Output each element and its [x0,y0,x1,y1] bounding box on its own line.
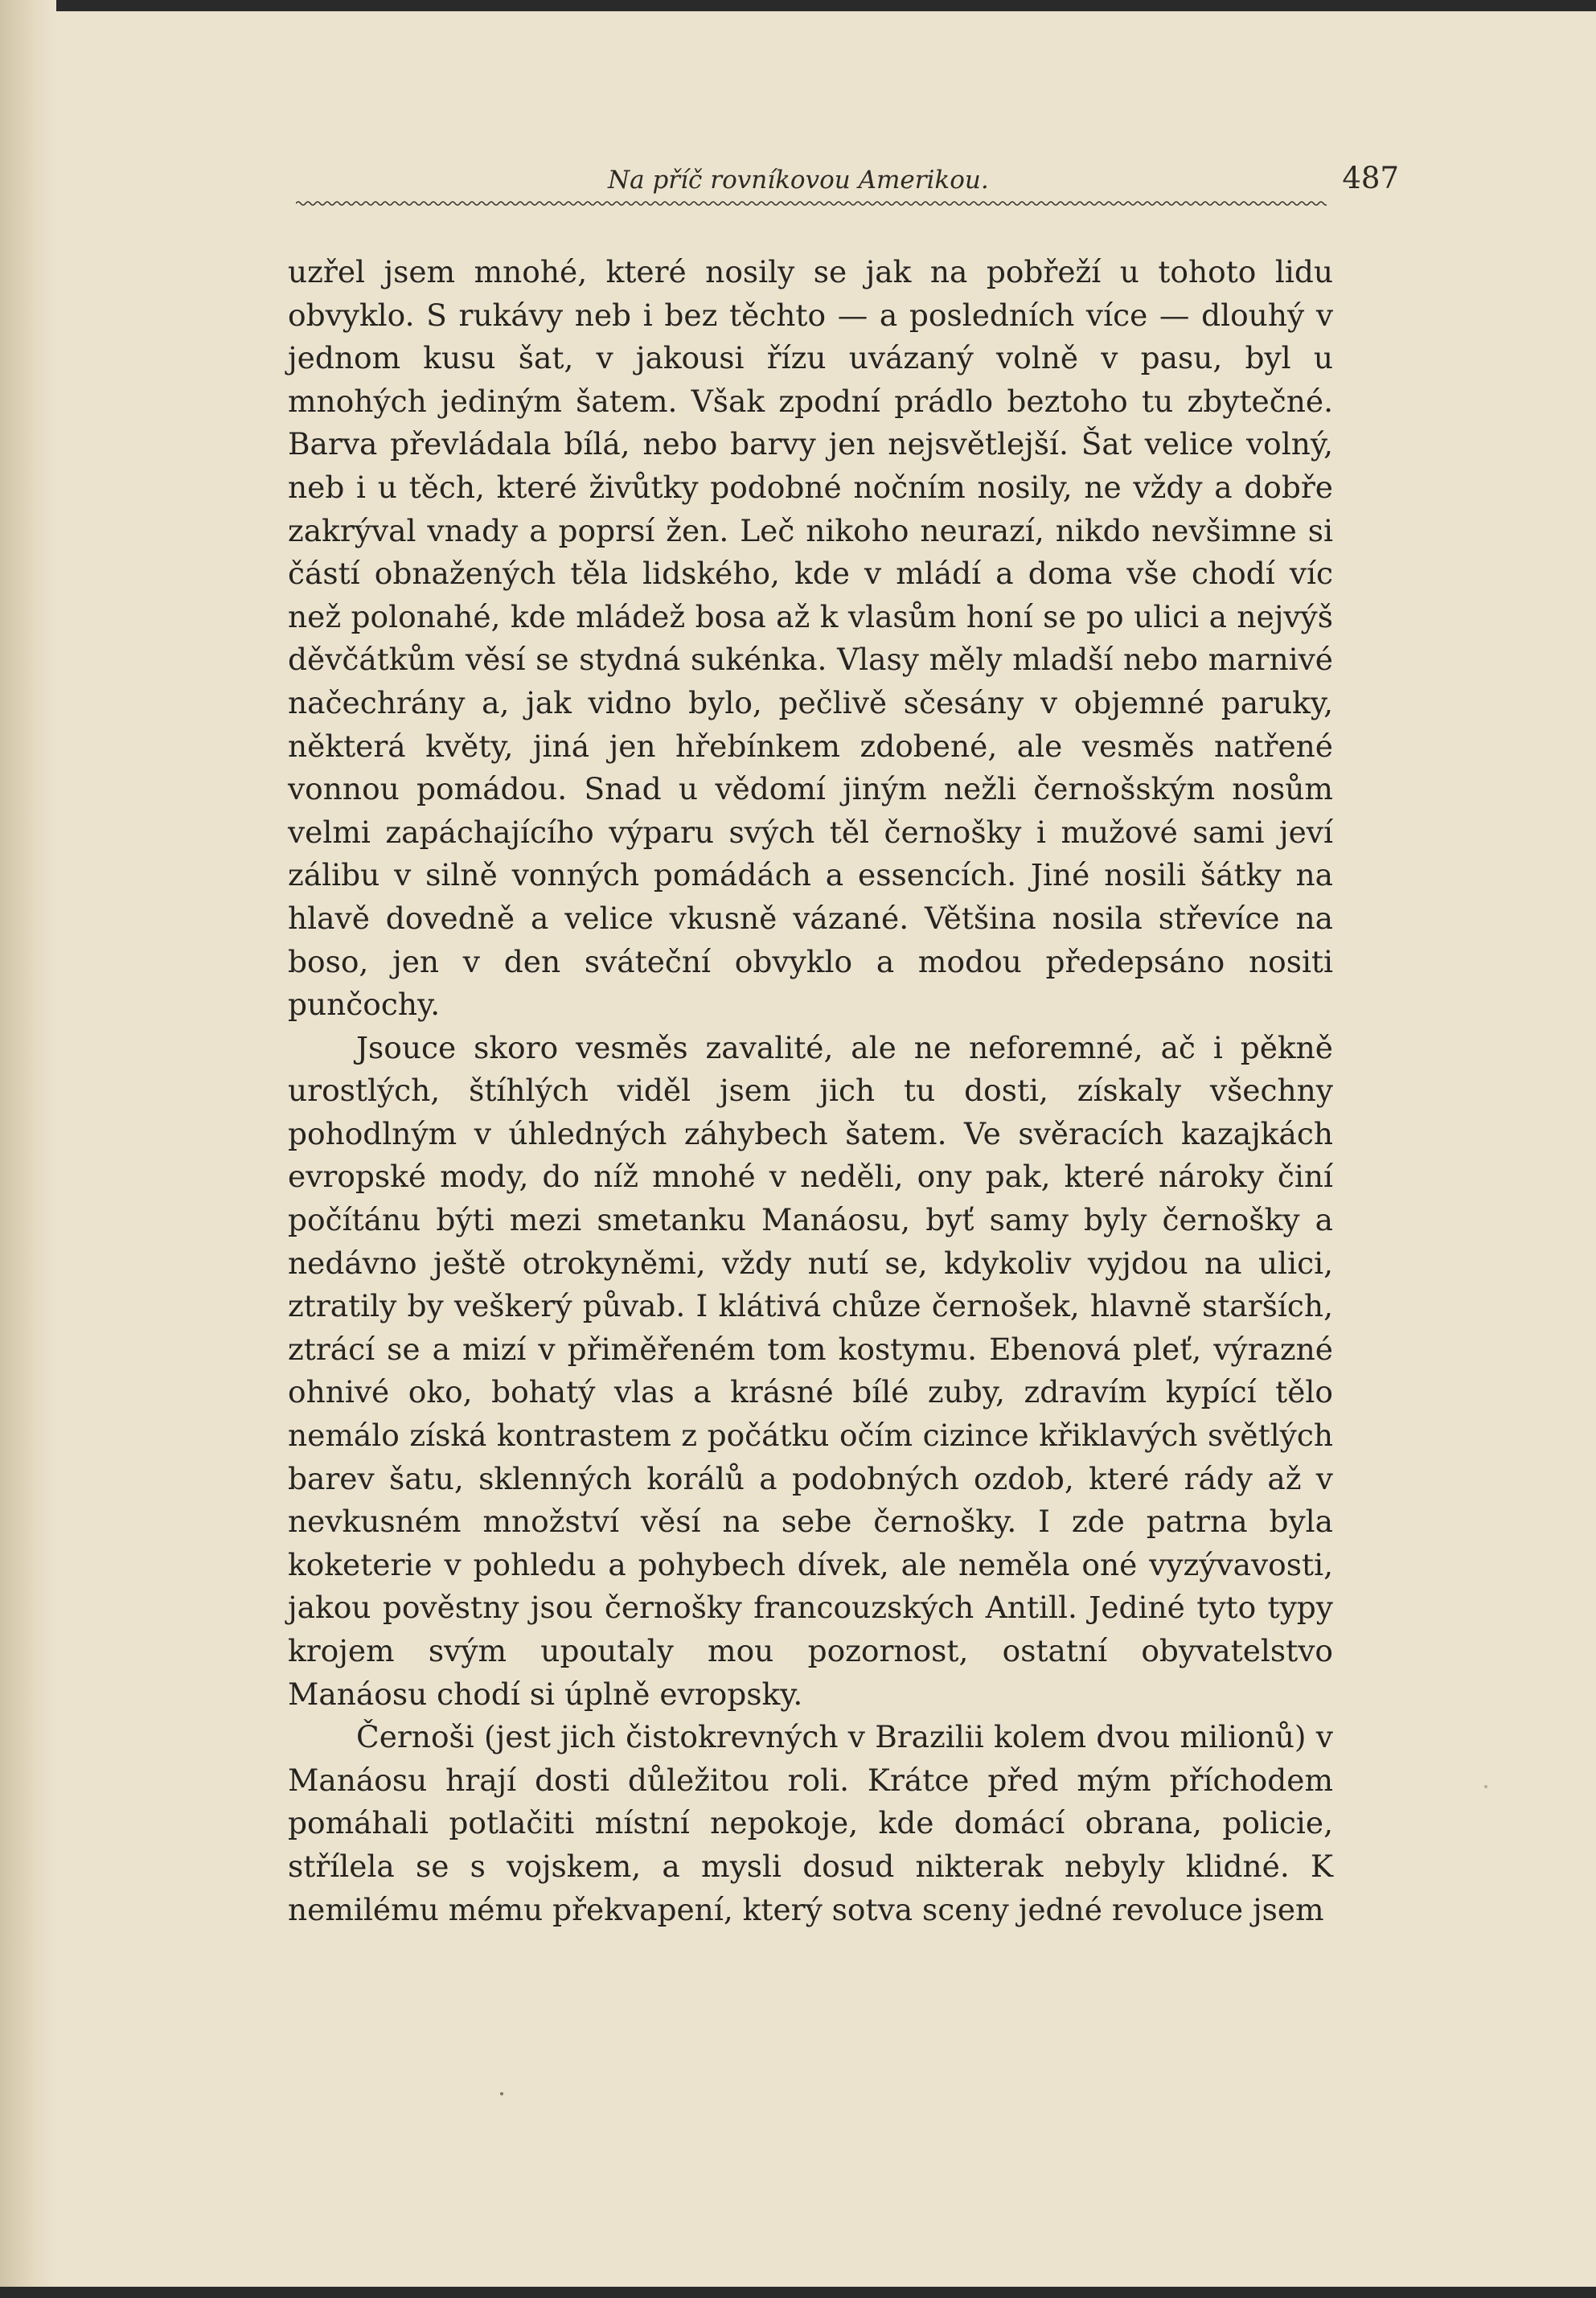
page-header [296,159,1413,215]
paper-speck [1484,1785,1487,1788]
paragraph-3: Černoši (jest jich čistokrevných v Brazilii kolem dvou milionů) v Manáosu hrají dosti důležitou roli. Krátce před mým příchodem pomáhali potlačiti místní nepokoje, kde domácí obrana, policie, střílela se s vojskem, a mysli dosud nikterak nebyly klidné. K nemilému mému překvapení, který sotva sceny jedné revoluce jsem [288,1719,1333,1927]
page-number: 487 [1342,161,1399,195]
binding-shadow [0,0,56,2298]
body-text [288,251,1333,1931]
wavy-rule-ornament [296,198,1327,209]
paragraph-1: uzřel jsem mnohé, které nosily se jak na pobřeží u tohoto lidu obvyklo. S rukávy neb i bez těchto — a posledních více — dlouhý v jednom kusu šat, v jakousi řízu uvázaný volně v pasu, byl u mnohých jediným šatem. Však zpodní prádlo beztoho tu zbytečné. Barva převládala bílá, nebo barvy jen nejsvětlejší. Šat velice volný, neb i u těch, které živůtky podobné nočním nosily, ne vždy a dobře zakrýval vnady a poprsí žen. Leč nikoho neurazí, nikdo nevšimne si částí obnažených těla lidského, kde v mládí a doma vše chodí víc než polonahé, kde mládež bosa až k vlasům honí se po ulici a nejvýš děvčátkům věsí se stydná sukénka. Vlasy měly mladší nebo marnivé načechrány a, jak vidno bylo, pečlivě sčesány v objemné paruky, některá květy, jiná jen hřebínkem zdobené, ale vesměs natřené vonnou pomádou. Snad u vědomí jiným nežli černošským nosům velmi zapáchajícího výparu svých těl černošky i mužové sami jeví zálibu v silně vonných pomádách a essencích. Jiné nosili šátky na hlavě dovedně a velice vkusně vázané. Většina nosila střevíce na boso, jen v den sváteční obvyklo a modou předepsáno nositi punčochy. [288,254,1333,1023]
running-title: Na příč rovníkovou Amerikou. [608,166,989,195]
paper-speck [500,2092,503,2095]
scan-bottom-edge [0,2287,1596,2298]
paragraph-2: Jsouce skoro vesměs zavalité, ale ne neforemné, ač i pěkně urostlých, štíhlých viděl jsem jich tu dosti, získaly všechny pohodlným v úhledných záhybech šatem. Ve svěracích kazajkách evropské mody, do níž mnohé v neděli, ony pak, které nároky činí počítánu býti mezi smetanku Manáosu, byť samy byly černošky a nedávno ještě otrokyněmi, vždy nutí se, kdykoliv vyjdou na ulici, ztratily by veškerý půvab. I klátivá chůze černošek, hlavně starších, ztrácí se a mizí v přiměřeném tom kostymu. Ebenová pleť, výrazné ohnivé oko, bohatý vlas a krásné bílé zuby, zdravím kypící tělo nemálo získá kontrastem z počátku očím cizince křiklavých světlých barev šatu, sklenných korálů a podobných ozdob, které rády až v nevkusném množství věsí na sebe černošky. I zde patrna byla koketerie v pohledu a pohybech dívek, ale neměla oné vyzývavosti, jakou pověstny jsou černošky francouzských Antill. Jediné tyto typy krojem svým upoutaly mou pozornost, ostatní obyvatelstvo Manáosu chodí si úplně evropsky. [288,1029,1333,1712]
scan-top-edge [0,0,1596,11]
